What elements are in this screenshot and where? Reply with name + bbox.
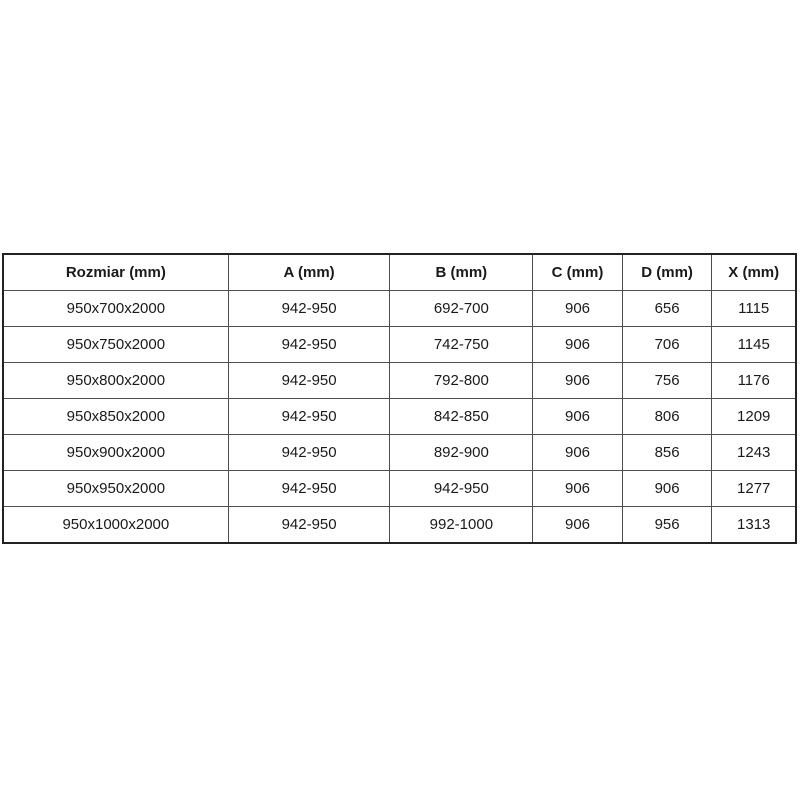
column-header: X (mm) (712, 254, 796, 291)
table-row (3, 399, 796, 435)
table-cell: 1115 (712, 291, 796, 327)
table-row (3, 291, 796, 327)
table-cell: 1145 (712, 327, 796, 363)
table-cell: 1277 (712, 471, 796, 507)
table-cell: 906 (533, 399, 623, 435)
table-cell: 950x700x2000 (3, 291, 228, 327)
column-header: B (mm) (390, 254, 533, 291)
table-cell: 942-950 (390, 471, 533, 507)
column-header: D (mm) (622, 254, 712, 291)
table-cell: 906 (533, 327, 623, 363)
table-cell: 950x800x2000 (3, 363, 228, 399)
table-row (3, 507, 796, 544)
table-cell: 856 (622, 435, 712, 471)
table-cell: 806 (622, 399, 712, 435)
table-row (3, 363, 796, 399)
table-cell: 906 (533, 507, 623, 544)
table-cell: 956 (622, 507, 712, 544)
table-cell: 942-950 (228, 435, 390, 471)
table-cell: 942-950 (228, 363, 390, 399)
table-cell: 942-950 (228, 507, 390, 544)
table-cell: 942-950 (228, 399, 390, 435)
table-cell: 906 (622, 471, 712, 507)
table-header (3, 254, 796, 291)
table-cell: 892-900 (390, 435, 533, 471)
table-cell: 1313 (712, 507, 796, 544)
column-header: C (mm) (533, 254, 623, 291)
table-cell: 842-850 (390, 399, 533, 435)
table-cell: 656 (622, 291, 712, 327)
column-header: A (mm) (228, 254, 390, 291)
table-row (3, 327, 796, 363)
table-cell: 950x950x2000 (3, 471, 228, 507)
dimensions-table (2, 253, 797, 544)
table-cell: 906 (533, 471, 623, 507)
table-cell: 692-700 (390, 291, 533, 327)
table-cell: 942-950 (228, 327, 390, 363)
table-cell: 1243 (712, 435, 796, 471)
table-cell: 742-750 (390, 327, 533, 363)
table-cell: 792-800 (390, 363, 533, 399)
header-row (3, 254, 796, 291)
table-cell: 906 (533, 291, 623, 327)
table-cell: 1176 (712, 363, 796, 399)
table-cell: 950x1000x2000 (3, 507, 228, 544)
table-cell: 906 (533, 435, 623, 471)
table-cell: 950x750x2000 (3, 327, 228, 363)
table-cell: 992-1000 (390, 507, 533, 544)
table-cell: 706 (622, 327, 712, 363)
column-header: Rozmiar (mm) (3, 254, 228, 291)
table-cell: 950x900x2000 (3, 435, 228, 471)
table-row (3, 435, 796, 471)
table-body (3, 291, 796, 544)
table-cell: 1209 (712, 399, 796, 435)
table-cell: 756 (622, 363, 712, 399)
table-cell: 942-950 (228, 471, 390, 507)
table-row (3, 471, 796, 507)
table-cell: 906 (533, 363, 623, 399)
table-cell: 942-950 (228, 291, 390, 327)
table-cell: 950x850x2000 (3, 399, 228, 435)
